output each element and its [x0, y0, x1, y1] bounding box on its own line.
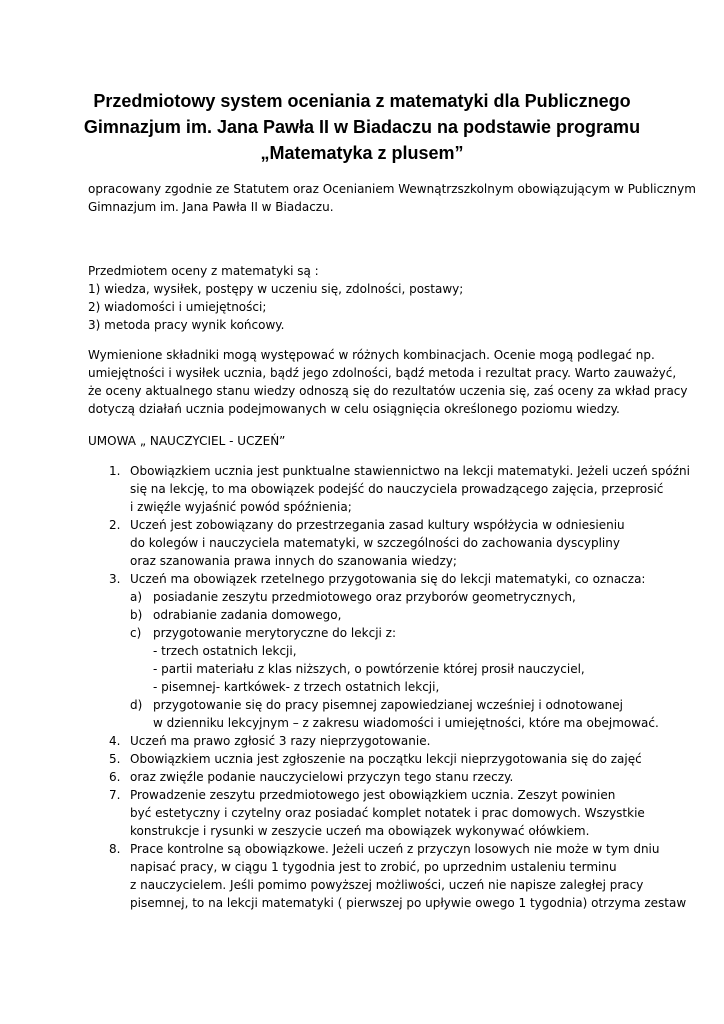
subject-item-2: 2) wiadomości i umiejętności; — [88, 300, 267, 314]
list-item-3-line-1: Uczeń ma obowiązek rzetelnego przygotowania się do lekcji matematyki, co oznacza: — [130, 572, 646, 586]
paragraph-line-3: że oceny aktualnego stanu wiedzy odnoszą się do rezultatów uczenia się, zaś oceny za wkład pracy — [88, 384, 688, 398]
list-number-5: 5. — [109, 752, 121, 766]
list-number-8: 8. — [109, 842, 121, 856]
title-line-2: Gimnazjum im. Jana Pawła II w Biadaczu na podstawie programu — [83, 117, 641, 137]
list-number-7: 7. — [109, 788, 121, 802]
sublist-item-d-line-1: przygotowanie się do pracy pisemnej zapowiedzianej wcześniej i odnotowanej — [153, 698, 623, 712]
list-item-1-line-2: się na lekcję, to ma obowiązek podejść do nauczyciela prowadzącego zajęcia, przeprosić — [130, 482, 664, 496]
paragraph-line-4: dotyczą działań ucznia podejmowanych w celu osiągnięcia określonego poziomu wiedzy. — [88, 402, 620, 416]
list-item-1-line-3: i zwięźle wyjaśnić powód spóźnienia; — [130, 500, 352, 514]
sublist-letter-d: d) — [130, 698, 143, 712]
sublist-letter-a: a) — [130, 590, 143, 604]
list-item-7-line-3: konstrukcje i rysunki w zeszycie uczeń ma obowiązek wykonywać ołówkiem. — [130, 824, 590, 838]
sublist-item-b: odrabianie zadania domowego, — [153, 608, 342, 622]
intro-line-1: opracowany zgodnie ze Statutem oraz Ocenianiem Wewnątrzszkolnym obowiązującym w Publicznym — [88, 182, 696, 196]
list-item-2-line-2: do kolegów i nauczyciela matematyki, w szczególności do zachowania dyscypliny — [130, 536, 620, 550]
sublist-item-d-line-2: w dzienniku lekcyjnym – z zakresu wiadomości i umiejętności, które ma obejmować. — [153, 716, 659, 730]
list-number-3: 3. — [109, 572, 121, 586]
list-item-1-line-1: Obowiązkiem ucznia jest punktualne stawiennictwo na lekcji matematyki. Jeżeli uczeń spóźni — [130, 464, 690, 478]
sublist-item-a: posiadanie zeszytu przedmiotowego oraz przyborów geometrycznych, — [153, 590, 576, 604]
sublist-item-c-dash-2: - partii materiału z klas niższych, o powtórzenie której prosił nauczyciel, — [153, 662, 585, 676]
list-number-6: 6. — [109, 770, 121, 784]
subject-item-3: 3) metoda pracy wynik końcowy. — [88, 318, 285, 332]
list-item-4: Uczeń ma prawo zgłosić 3 razy nieprzygotowanie. — [130, 734, 431, 748]
sublist-item-c-dash-3: - pisemnej- kartkówek- z trzech ostatnich lekcji, — [153, 680, 440, 694]
intro-line-2: Gimnazjum im. Jana Pawła II w Biadaczu. — [88, 200, 334, 214]
sublist-letter-b: b) — [130, 608, 143, 622]
list-item-5: Obowiązkiem ucznia jest zgłoszenie na początku lekcji nieprzygotowania się do zajęć — [130, 752, 642, 766]
title-line-3: „Matematyka z plusem” — [260, 143, 464, 163]
umowa-heading: UMOWA „ NAUCZYCIEL - UCZEŃ” — [88, 434, 286, 448]
subject-heading: Przedmiotem oceny z matematyki są : — [88, 264, 319, 278]
list-item-2-line-1: Uczeń jest zobowiązany do przestrzegania zasad kultury współżycia w odniesieniu — [130, 518, 625, 532]
sublist-item-c: przygotowanie merytoryczne do lekcji z: — [153, 626, 397, 640]
list-number-1: 1. — [109, 464, 121, 478]
list-number-4: 4. — [109, 734, 121, 748]
list-item-7-line-1: Prowadzenie zeszytu przedmiotowego jest obowiązkiem ucznia. Zeszyt powinien — [130, 788, 616, 802]
title-line-1: Przedmiotowy system oceniania z matematyki dla Publicznego — [93, 91, 631, 111]
list-item-8-line-3: z nauczycielem. Jeśli pomimo powyższej możliwości, uczeń nie napisze zaległej pracy — [130, 878, 644, 892]
list-item-2-line-3: oraz szanowania prawa innych do szanowania wiedzy; — [130, 554, 457, 568]
subject-item-1: 1) wiedza, wysiłek, postępy w uczeniu się, zdolności, postawy; — [88, 282, 464, 296]
document-title — [60, 88, 664, 166]
sublist-letter-c: c) — [130, 626, 142, 640]
list-item-8-line-4: pisemnej, to na lekcji matematyki ( pierwszej po upływie owego 1 tygodnia) otrzyma zestaw — [130, 896, 687, 910]
list-item-6: oraz zwięźle podanie nauczycielowi przyczyn tego stanu rzeczy. — [130, 770, 514, 784]
paragraph-line-2: umiejętności i wysiłek ucznia, bądź jego zdolności, bądź metoda i rezultat pracy. Warto zauważyć, — [88, 366, 677, 380]
list-item-7-line-2: być estetyczny i czytelny oraz posiadać komplet notatek i prac domowych. Wszystkie — [130, 806, 645, 820]
sublist-item-c-dash-1: - trzech ostatnich lekcji, — [153, 644, 297, 658]
list-item-8-line-1: Prace kontrolne są obowiązkowe. Jeżeli uczeń z przyczyn losowych nie może w tym dniu — [130, 842, 660, 856]
list-item-8-line-2: napisać pracy, w ciągu 1 tygodnia jest to zrobić, po uprzednim ustaleniu terminu — [130, 860, 617, 874]
paragraph-line-1: Wymienione składniki mogą występować w różnych kombinacjach. Ocenie mogą podlegać np. — [88, 348, 655, 362]
list-number-2: 2. — [109, 518, 121, 532]
